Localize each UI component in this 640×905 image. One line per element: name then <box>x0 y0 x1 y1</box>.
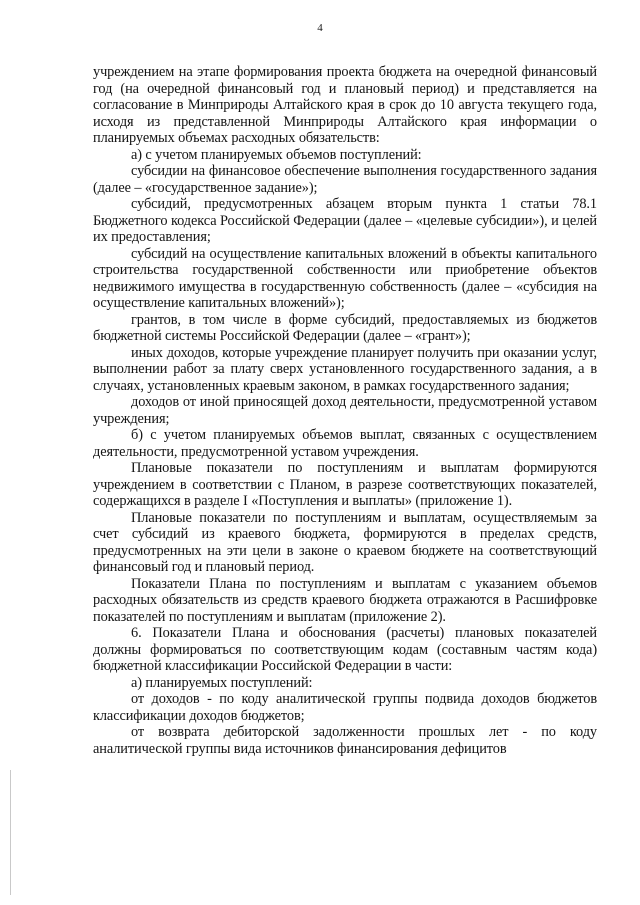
paragraph: Показатели Плана по поступлениям и выплатам с указанием объемов расходных обязательств из средств краевого бюджета отражаются в Расшифровке показателей по поступлениям и выплатам (приложение 2). <box>93 575 597 625</box>
paragraph: субсидий на осуществление капитальных вложений в объекты капитального строительства государственной собственности или приобретение объектов недвижимого имущества в государственную собственность (далее – «субсидия на осуществление капитальных вложений»); <box>93 245 597 311</box>
paragraph: субсидий, предусмотренных абзацем вторым пункта 1 статьи 78.1 Бюджетного кодекса Российской Федерации (далее – «целевые субсидии»), и целей их предоставления; <box>93 196 597 245</box>
scan-edge-line <box>10 770 11 895</box>
paragraph: от доходов - по коду аналитической группы подвида доходов бюджетов классификации доходов бюджетов; <box>93 691 597 724</box>
paragraph: от возврата дебиторской задолженности прошлых лет - по коду аналитической группы вида источников финансирования дефицитов <box>93 724 597 757</box>
paragraph: 6. Показатели Плана и обоснования (расчеты) плановых показателей должны формироваться по соответствующим кодам (составным частям кода) бюджетной классификации Российской Федерации в части: <box>93 625 597 674</box>
paragraph: доходов от иной приносящей доход деятельности, предусмотренной уставом учреждения; <box>93 394 597 427</box>
paragraph: учреждением на этапе формирования проекта бюджета на очередной финансовый год (на очередной финансовый год и плановый период) и представляется на согласование в Минприроды Алтайского края в срок до 10 августа текущего года, исходя из представленной Минприроды Алтайского края информации о планируемых объемах расходных обязательств: <box>93 64 597 146</box>
paragraph: субсидии на финансовое обеспечение выполнения государственного задания (далее – «государственное задание»); <box>93 163 597 196</box>
paragraph: Плановые показатели по поступлениям и выплатам, осуществляемым за счет субсидий из краевого бюджета, формируются в пределах средств, предусмотренных на эти цели в законе о краевом бюджете на соответствующий финансовый год и плановый период. <box>93 509 597 575</box>
paragraph: а) с учетом планируемых объемов поступлений: <box>131 146 422 163</box>
paragraph: грантов, в том числе в форме субсидий, предоставляемых из бюджетов бюджетной системы Российской Федерации (далее – «грант»); <box>93 311 597 344</box>
document-body <box>93 64 597 757</box>
paragraph: Плановые показатели по поступлениям и выплатам формируются учреждением в соответствии с Планом, в разрезе соответствующих показателей, содержащихся в разделе I «Поступления и выплаты» (приложение 1). <box>93 460 597 509</box>
paragraph: б) с учетом планируемых объемов выплат, связанных с осуществлением деятельности, предусмотренной уставом учреждения. <box>93 427 597 460</box>
paragraph: а) планируемых поступлений: <box>131 674 313 691</box>
paragraph: иных доходов, которые учреждение планирует получить при оказании услуг, выполнении работ за плату сверх установленного государственного задания, а в случаях, установленных краевым законом, в рамках государственного задания; <box>93 344 597 394</box>
page-number: 4 <box>317 22 323 34</box>
